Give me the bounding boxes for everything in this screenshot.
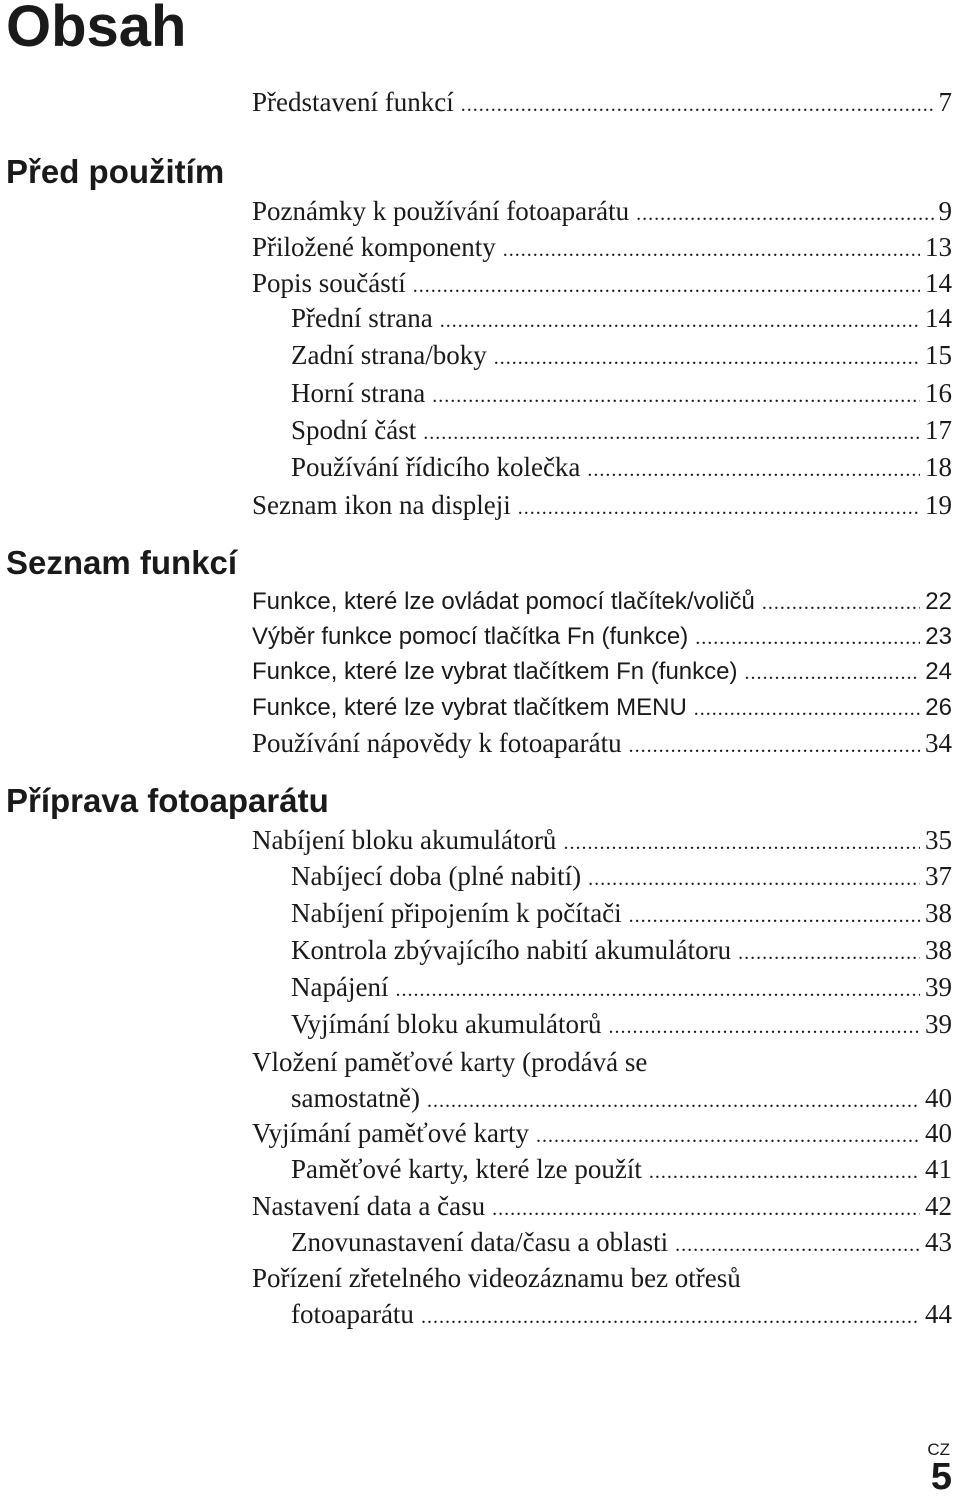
leader-dots [395, 973, 920, 1007]
toc-subentry[interactable] [291, 376, 952, 413]
toc-entry-label: Výběr funkce pomocí tlačítka Fn (funkce) [252, 623, 689, 650]
toc-entry-page: 15 [925, 340, 952, 370]
toc-entry-label-line1[interactable]: Vložení paměťové karty (prodává se [252, 1047, 648, 1077]
toc-entry-label: Popis součástí [252, 268, 406, 298]
toc-subentry[interactable] [291, 450, 952, 487]
toc-entry-label: Znovunastavení data/času a oblasti [291, 1227, 669, 1257]
toc-subentry[interactable] [291, 1225, 952, 1262]
toc-entry-page: 14 [925, 268, 952, 298]
toc-subentry[interactable] [291, 301, 952, 338]
toc-subentry[interactable] [291, 1007, 952, 1044]
toc-entry-label: Představení funkcí [252, 87, 454, 117]
leader-dots [440, 304, 920, 338]
toc-entry-label: Používání nápovědy k fotoaparátu [252, 728, 622, 758]
toc-entry[interactable] [252, 691, 952, 726]
toc-entry-label: Nastavení data a času [252, 1191, 486, 1221]
toc-entry-page: 38 [925, 935, 952, 965]
leader-dots [518, 491, 920, 525]
leader-dots [762, 586, 920, 620]
language-code: CZ [927, 1440, 950, 1459]
leader-dots [563, 826, 920, 860]
toc-entry[interactable] [291, 1297, 952, 1334]
toc-entry-page: 7 [938, 87, 952, 117]
toc-entry[interactable] [252, 823, 952, 860]
toc-subentry[interactable] [291, 933, 952, 970]
toc-entry-page: 40 [925, 1118, 952, 1148]
leader-dots [629, 729, 920, 763]
section-title-pred-pouzitim: Před použitím [6, 153, 225, 190]
page-title: Obsah [6, 0, 187, 59]
toc-entry[interactable] [252, 230, 952, 267]
toc-entry-label: Používání řídicího kolečka [291, 452, 581, 482]
toc-entry-page: 35 [925, 825, 952, 855]
leader-dots [629, 899, 920, 933]
toc-entry-page: 39 [925, 972, 952, 1002]
toc-entry-label: Nabíjení připojením k počítači [291, 898, 622, 928]
toc-subentry[interactable] [291, 1152, 952, 1189]
toc-entry-label: Zadní strana/boky [291, 340, 487, 370]
section-title-seznam-funkci: Seznam funkcí [6, 544, 238, 581]
toc-entry-page: 38 [925, 898, 952, 928]
toc-entry-label: samostatně) [291, 1083, 420, 1113]
toc-entry[interactable] [252, 726, 952, 763]
toc-entry-page: 41 [925, 1154, 952, 1184]
toc-entry[interactable] [252, 585, 952, 620]
leader-dots [427, 1084, 920, 1118]
toc-entry[interactable] [252, 1116, 952, 1153]
toc-entry-label: Nabíjecí doba (plné nabití) [291, 861, 582, 891]
toc-entry[interactable] [252, 655, 952, 690]
toc-entry-label: Vyjímání bloku akumulátorů [291, 1009, 602, 1039]
toc-entry-label: Přiložené komponenty [252, 232, 496, 262]
toc-entry-page: 13 [925, 232, 952, 262]
toc-entry-page: 40 [925, 1083, 952, 1113]
toc-entry-label: Napájení [291, 972, 389, 1002]
page-number: 5 [930, 1456, 952, 1498]
leader-dots [675, 1228, 920, 1262]
toc-entry[interactable] [252, 488, 952, 525]
leader-dots [461, 88, 934, 122]
toc-entry-page: 24 [925, 658, 952, 685]
toc-entry-label: Spodní část [291, 415, 417, 445]
leader-dots [421, 1300, 920, 1334]
leader-dots [536, 1119, 920, 1153]
leader-dots [695, 621, 920, 655]
toc-entry[interactable] [291, 1081, 952, 1118]
toc-entry-page: 43 [925, 1227, 952, 1257]
leader-dots [587, 453, 920, 487]
toc-entry-page: 44 [925, 1299, 952, 1329]
toc-entry-page: 42 [925, 1191, 952, 1221]
toc-subentry[interactable] [291, 859, 952, 896]
toc-entry-label: Paměťové karty, které lze použít [291, 1154, 642, 1184]
toc-entry-label: Poznámky k používání fotoaparátu [252, 196, 630, 226]
leader-dots [608, 1010, 920, 1044]
toc-subentry[interactable] [291, 338, 952, 375]
toc-entry[interactable] [252, 194, 952, 231]
toc-entry-label: Funkce, které lze ovládat pomocí tlačítek/voličů [252, 588, 755, 615]
leader-dots [492, 1192, 920, 1226]
leader-dots [636, 197, 933, 231]
section-title-priprava-fotoaparatu: Příprava fotoaparátu [6, 782, 329, 819]
toc-subentry[interactable] [291, 413, 952, 450]
toc-entry-label: Funkce, které lze vybrat tlačítkem MENU [252, 694, 687, 721]
leader-dots [745, 656, 921, 690]
toc-entry-label: Horní strana [291, 378, 426, 408]
leader-dots [494, 341, 920, 375]
toc-entry[interactable] [252, 85, 952, 122]
toc-entry-label: Kontrola zbývajícího nabití akumulátoru [291, 935, 732, 965]
toc-entry-label: Vyjímání paměťové karty [252, 1118, 529, 1148]
toc-entry-page: 14 [925, 303, 952, 333]
toc-entry-page: 22 [925, 588, 952, 615]
toc-entry-label-line1[interactable]: Pořízení zřetelného videozáznamu bez otřesů [252, 1263, 741, 1293]
leader-dots [423, 416, 920, 450]
toc-entry-label: Seznam ikon na displeji [252, 490, 511, 520]
leader-dots [694, 692, 921, 726]
leader-dots [432, 379, 920, 413]
toc-entry-label: fotoaparátu [291, 1299, 414, 1329]
toc-entry-page: 17 [925, 415, 952, 445]
toc-subentry[interactable] [291, 970, 952, 1007]
toc-entry-label: Funkce, které lze vybrat tlačítkem Fn (funkce) [252, 658, 738, 685]
toc-entry-page: 19 [925, 490, 952, 520]
toc-entry-label: Nabíjení bloku akumulátorů [252, 825, 557, 855]
toc-entry-page: 18 [925, 452, 952, 482]
toc-entry[interactable] [252, 266, 952, 303]
toc-entry[interactable] [252, 620, 952, 655]
leader-dots [503, 233, 920, 267]
toc-entry-label: Přední strana [291, 303, 433, 333]
toc-subentry[interactable] [291, 896, 952, 933]
toc-entry[interactable] [252, 1189, 952, 1226]
toc-entry-page: 23 [925, 623, 952, 650]
toc-entry-page: 9 [938, 196, 952, 226]
leader-dots [413, 269, 920, 303]
toc-entry-page: 34 [925, 728, 952, 758]
toc-entry-page: 16 [925, 378, 952, 408]
toc-entry-page: 37 [925, 861, 952, 891]
toc-entry-page: 26 [925, 694, 952, 721]
leader-dots [588, 862, 920, 896]
toc-entry-page: 39 [925, 1009, 952, 1039]
leader-dots [738, 936, 920, 970]
leader-dots [649, 1155, 920, 1189]
